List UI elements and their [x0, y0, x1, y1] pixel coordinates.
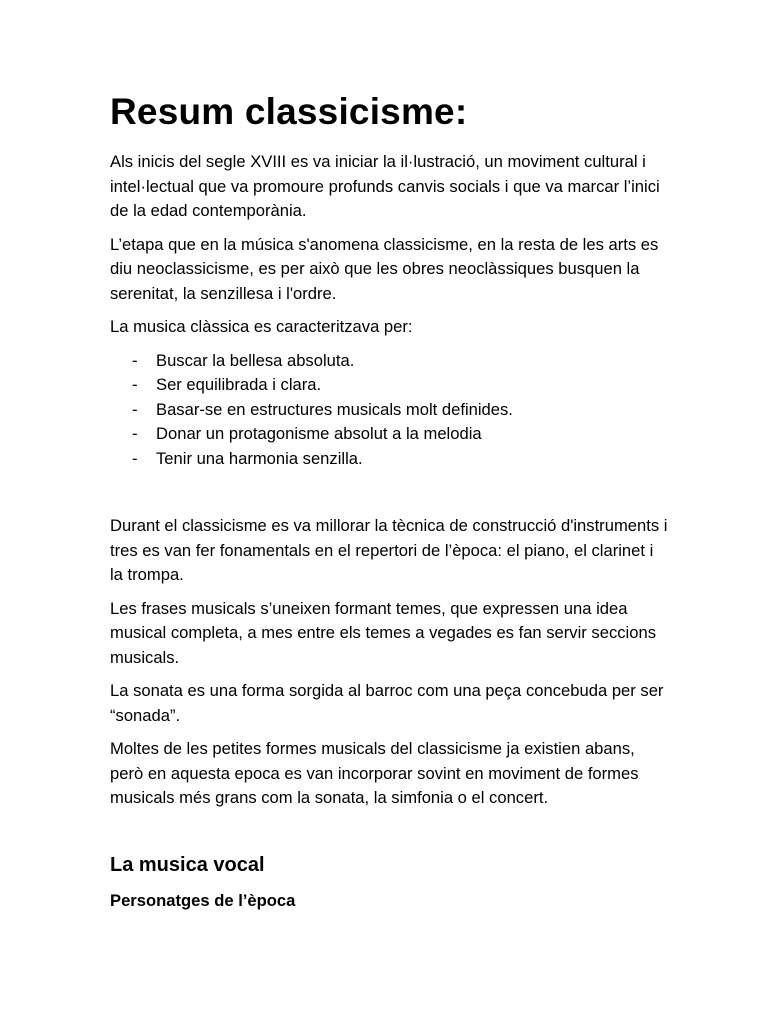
dash-bullet-icon: - [132, 350, 138, 370]
list-item-text: Tenir una harmonia senzilla. [156, 448, 363, 468]
page-title: Resum classicisme: [110, 91, 468, 132]
body-paragraph: Moltes de les petites formes musicals del classicisme ja existien abans, però en aquesta epoca es van incorporar sovint en moviment de formes musicals més grans com la sonata, la simfonia o el concert. [110, 739, 639, 807]
body-paragraph: Les frases musicals s’uneixen formant temes, que expressen una idea musical completa, a mes entre els temes a vegades es fan servir seccions musicals. [110, 598, 656, 667]
list-intro-paragraph: La musica clàssica es caracteritzava per: [110, 317, 413, 336]
blank-line-spacer [110, 471, 670, 514]
dash-bullet-icon: - [132, 448, 138, 468]
list-item-text: Buscar la bellesa absoluta. [156, 350, 355, 370]
intro-paragraph: L’etapa que en la música s'anomena classicisme, en la resta de les arts es diu neoclassicisme, es per això que les obres neoclàssiques busquen la serenitat, la senzillesa i l'ordre. [110, 234, 659, 303]
list-item [110, 422, 670, 447]
section-heading-vocal: La musica vocal [110, 853, 265, 876]
characteristics-list [110, 349, 670, 472]
dash-bullet-icon: - [132, 424, 138, 443]
list-item [110, 398, 670, 423]
list-item-text: Donar un protagonisme absolut a la melodia [156, 424, 482, 443]
subsection-heading-personatges: Personatges de l’època [110, 890, 296, 910]
list-item [110, 447, 670, 472]
list-item-text: Basar-se en estructures musicals molt definides. [156, 399, 513, 419]
body-paragraph: Durant el classicisme es va millorar la tècnica de construcció d'instruments i tres es van fer fonamentals en el repertori de l’època: el piano, el clarinet i la trompa. [110, 516, 668, 584]
list-item [110, 349, 670, 374]
dash-bullet-icon: - [132, 375, 138, 394]
dash-bullet-icon: - [132, 399, 138, 419]
list-item [110, 373, 670, 398]
list-item-text: Ser equilibrada i clara. [156, 375, 322, 394]
intro-paragraph: Als inicis del segle XVIII es va iniciar la il·lustració, un moviment cultural i intel·lectual que va promoure profunds canvis socials i que va marcar l’inici de la edad contemporània. [110, 152, 660, 220]
document-page [110, 88, 670, 913]
body-paragraph: La sonata es una forma sorgida al barroc com una peça concebuda per ser “sonada”. [110, 681, 664, 725]
